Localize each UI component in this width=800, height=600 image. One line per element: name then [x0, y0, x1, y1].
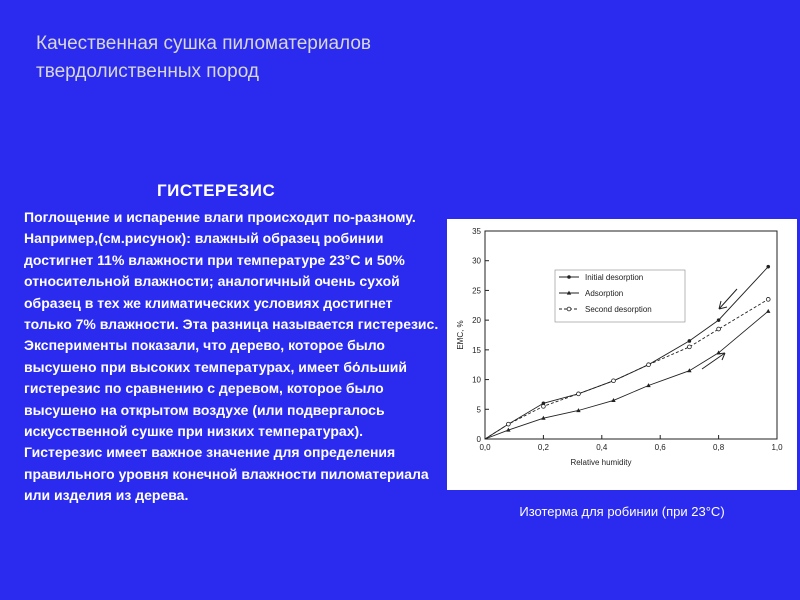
- desorption-arrow: [719, 289, 737, 309]
- slide-title: [36, 30, 596, 86]
- y-tick-label: 20: [472, 316, 481, 326]
- second-desorption-point: [577, 392, 581, 396]
- second-desorption-point: [688, 345, 692, 349]
- section-heading: ГИСТЕРЕЗИС: [157, 181, 276, 200]
- legend-label: Adsorption: [585, 289, 624, 298]
- slide-title-line-1: Качественная сушка пиломатериалов: [36, 33, 372, 54]
- x-tick-label: 0,2: [537, 443, 549, 452]
- second-desorption-point: [647, 363, 651, 367]
- second-desorption-point: [717, 327, 721, 331]
- isotherm-chart: [447, 219, 797, 490]
- y-tick-label: 25: [472, 286, 481, 296]
- paragraph-3: Гистерезис имеет важное значение для определения правильного уровня конечной влажности пиломатериала или изделия из дерева.: [24, 444, 429, 504]
- legend-marker: [567, 307, 571, 311]
- initial-desorption-point: [766, 265, 770, 269]
- initial-desorption-point: [717, 318, 721, 322]
- paragraph-2: Эксперименты показали, что дерево, которое было высушено при высоких температурах, имеет бόльший гистерезис по сравнению с деревом, которое было высушено на открытом воздухе (или подвергалось искусственной сушке при низких температурах).: [24, 337, 407, 440]
- body-text: [24, 207, 439, 507]
- x-tick-label: 0,4: [596, 443, 608, 452]
- x-tick-label: 0,8: [713, 443, 725, 452]
- second-desorption-point: [506, 422, 510, 426]
- second-desorption-point: [542, 404, 546, 408]
- initial-desorption-point: [688, 339, 692, 343]
- y-tick-label: 5: [476, 405, 481, 415]
- second-desorption-point: [766, 297, 770, 301]
- x-tick-label: 0,6: [654, 443, 666, 452]
- figure-caption: Изотерма для робинии (при 23°С): [519, 504, 725, 519]
- x-axis-label: Relative humidity: [570, 458, 632, 467]
- legend-label: Second desorption: [585, 305, 652, 314]
- y-axis-label: EMC, %: [456, 320, 465, 350]
- legend-label: Initial desorption: [585, 273, 644, 282]
- x-tick-label: 1,0: [771, 443, 783, 452]
- y-tick-label: 15: [472, 345, 481, 355]
- adsorption-point: [766, 309, 770, 313]
- slide-title-line-2: твердолиственных пород: [36, 61, 259, 82]
- y-tick-label: 0: [476, 435, 481, 444]
- plot-frame: [485, 231, 777, 439]
- y-tick-label: 10: [472, 375, 481, 385]
- second-desorption-point: [612, 379, 616, 383]
- x-tick-label: 0,0: [479, 443, 491, 452]
- chart-svg: [447, 219, 797, 490]
- legend-marker: [567, 275, 571, 279]
- y-tick-label: 35: [472, 227, 481, 236]
- paragraph-1: Поглощение и испарение влаги происходит по-разному. Например,(см.рисунок): влажный образец робинии достигнет 11% влажности при температуре 23°С и 50% относительной влажности; аналогичный очень сухой образец в тех же климатических условиях достигнет только 7% влажности. Эта разница называется гистерезис.: [24, 209, 439, 333]
- y-tick-label: 30: [472, 256, 481, 266]
